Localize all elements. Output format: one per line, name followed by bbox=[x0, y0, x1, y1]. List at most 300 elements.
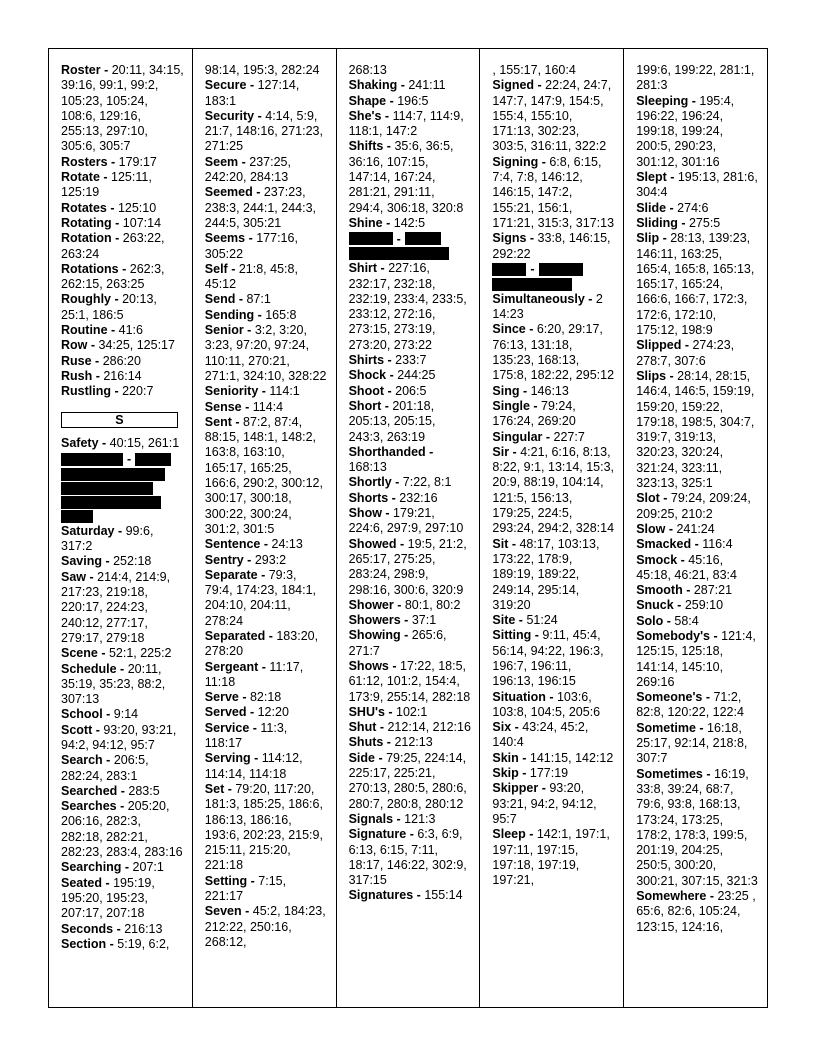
index-entry bbox=[61, 570, 184, 646]
term-separator: - bbox=[384, 704, 397, 719]
index-term: Setting bbox=[204, 873, 248, 888]
index-term: Skin bbox=[492, 750, 519, 765]
index-entry bbox=[205, 537, 328, 552]
index-entry bbox=[349, 812, 472, 827]
index-term: Set bbox=[204, 781, 225, 796]
index-entry bbox=[636, 553, 759, 584]
index-term: Signed bbox=[492, 78, 535, 93]
page-line-refs: 80:1, 80:2 bbox=[404, 597, 461, 612]
index-entry bbox=[349, 491, 472, 506]
term-separator: - bbox=[393, 597, 405, 612]
index-entry bbox=[349, 537, 472, 598]
page-line-refs: 87:1 bbox=[246, 292, 271, 307]
term-separator: - bbox=[702, 690, 714, 705]
index-term: Shoot bbox=[348, 383, 385, 398]
term-separator: - bbox=[666, 368, 678, 383]
index-entry bbox=[636, 338, 759, 369]
page-line-refs: 142:1, 197:1, 197:11, 197:15, 197:18, 197:19, 197:21, bbox=[492, 827, 610, 888]
index-term: Sit bbox=[492, 536, 509, 551]
continued-refs: 98:14, 195:3, 282:24 bbox=[204, 63, 320, 77]
index-term: Singular bbox=[492, 429, 543, 444]
term-separator: - bbox=[710, 628, 722, 643]
index-entry bbox=[205, 751, 328, 782]
page-line-refs: 3:2, 3:20, 3:23, 97:20, 97:24, 110:11, 270:21, 271:1, 324:10, 328:22 bbox=[204, 323, 327, 383]
index-term: SHU's bbox=[348, 704, 385, 719]
index-term: Somebody's bbox=[636, 628, 711, 643]
term-separator: - bbox=[241, 399, 253, 414]
index-entry bbox=[492, 231, 615, 262]
index-entry bbox=[349, 216, 472, 231]
term-separator: - bbox=[258, 659, 270, 674]
term-separator: - bbox=[531, 628, 543, 643]
index-term: Senior bbox=[204, 323, 244, 338]
index-term: She's bbox=[348, 108, 382, 123]
index-term: Seated bbox=[61, 875, 102, 890]
term-separator: - bbox=[381, 398, 393, 413]
index-entry bbox=[349, 368, 472, 383]
page-line-refs: 79:25, 224:14, 225:17, 225:21, 270:13, 280:5, 280:6, 280:7, 280:8, 280:12 bbox=[348, 750, 467, 811]
term-separator: - bbox=[406, 827, 418, 842]
page-line-refs: 114:12, 114:14, 114:18 bbox=[204, 751, 303, 781]
index-entry bbox=[492, 613, 615, 628]
index-entry bbox=[205, 568, 328, 629]
term-separator: - bbox=[515, 613, 527, 628]
term-separator: - bbox=[235, 292, 247, 307]
index-entry bbox=[636, 170, 759, 201]
redaction-block bbox=[349, 231, 472, 260]
term-separator: - bbox=[102, 875, 114, 890]
page-line-refs: 274:6 bbox=[677, 200, 709, 215]
page-line-refs: 7:22, 8:1 bbox=[402, 475, 452, 490]
index-entry bbox=[636, 583, 759, 598]
page-line-refs: 275:5 bbox=[688, 215, 721, 230]
term-separator: - bbox=[107, 323, 119, 338]
index-entry bbox=[492, 399, 615, 430]
index-entry bbox=[492, 292, 615, 323]
index-column-2 bbox=[193, 49, 337, 1007]
index-entry bbox=[205, 874, 328, 905]
index-term: Sleep bbox=[492, 827, 526, 842]
continued-refs: , 155:17, 160:4 bbox=[492, 63, 576, 77]
term-separator: - bbox=[388, 490, 400, 505]
redaction-bar bbox=[61, 468, 165, 481]
term-separator: - bbox=[584, 291, 596, 306]
page-line-refs: 35:6, 36:5, 36:16, 107:15, 147:14, 167:24, 281:21, 291:11, 294:4, 306:18, 320:8 bbox=[348, 139, 464, 215]
page-line-refs: 116:4 bbox=[702, 537, 733, 552]
term-separator: - bbox=[113, 921, 125, 936]
index-entry bbox=[636, 889, 759, 935]
index-entry bbox=[205, 231, 328, 262]
page-line-refs: 227:7 bbox=[553, 429, 585, 444]
index-entry bbox=[349, 445, 472, 476]
index-entry bbox=[205, 78, 328, 109]
term-separator: - bbox=[107, 154, 119, 169]
index-term: Shirt bbox=[348, 261, 378, 276]
term-separator: - bbox=[106, 936, 118, 951]
index-term: Rotation bbox=[61, 231, 112, 246]
term-separator: - bbox=[673, 598, 685, 613]
redaction-dash: - bbox=[396, 231, 401, 246]
index-term: Showed bbox=[348, 536, 397, 551]
index-term: Self bbox=[204, 261, 228, 276]
term-separator: - bbox=[397, 78, 409, 93]
index-entry bbox=[349, 659, 472, 705]
page-line-refs: 34:25, 125:17 bbox=[98, 338, 175, 353]
page-line-refs: 244:25 bbox=[397, 368, 436, 383]
index-term: Simultaneously bbox=[492, 291, 585, 306]
index-entry bbox=[205, 553, 328, 568]
entry-list bbox=[492, 78, 615, 262]
page-line-refs: 6:8, 6:15, 7:4, 7:8, 146:12, 146:15, 147:2, 155:21, 156:1, 171:21, 315:3, 317:13 bbox=[492, 154, 615, 230]
page-line-refs: 103:6, 103:8, 104:5, 205:6 bbox=[492, 689, 601, 719]
redaction-bar bbox=[539, 263, 583, 276]
page-line-refs: 43:24, 45:2, 140:4 bbox=[492, 720, 589, 750]
term-separator: - bbox=[511, 720, 523, 735]
term-separator: - bbox=[117, 783, 129, 798]
page-line-refs: 183:20, 278:20 bbox=[204, 628, 319, 659]
term-separator: - bbox=[688, 93, 700, 108]
term-separator: - bbox=[706, 889, 718, 904]
index-term: Single bbox=[492, 398, 530, 413]
index-term: Sergeant bbox=[204, 659, 259, 674]
index-term: Shaking bbox=[348, 78, 398, 93]
index-term: Searched bbox=[61, 783, 118, 798]
index-term: Showers bbox=[348, 613, 401, 628]
term-separator: - bbox=[666, 170, 678, 185]
page-line-refs: 99:6, 317:2 bbox=[61, 523, 154, 554]
term-separator: - bbox=[519, 383, 531, 398]
index-entry bbox=[349, 384, 472, 399]
index-term: Signs bbox=[492, 231, 527, 246]
index-term: Shorthanded bbox=[348, 444, 426, 459]
index-entry bbox=[61, 216, 184, 231]
index-column-3 bbox=[337, 49, 481, 1007]
page-line-refs: 263:22, 263:24 bbox=[61, 231, 165, 261]
page-line-refs: 107:14 bbox=[122, 215, 162, 230]
page-line-refs: 121:3 bbox=[404, 811, 436, 826]
index-entry bbox=[61, 554, 184, 569]
entry-list bbox=[205, 78, 328, 950]
index-column-1 bbox=[49, 49, 193, 1007]
index-term: Show bbox=[348, 506, 382, 521]
term-separator: - bbox=[702, 766, 714, 781]
index-term: Sometime bbox=[636, 720, 696, 735]
term-separator: - bbox=[245, 231, 257, 246]
index-entry bbox=[205, 705, 328, 720]
term-separator: - bbox=[243, 323, 255, 338]
page-line-refs: 141:15, 142:12 bbox=[529, 750, 614, 765]
term-separator: - bbox=[98, 435, 110, 450]
term-separator: - bbox=[260, 537, 272, 552]
redaction-block bbox=[492, 262, 615, 291]
index-term: Shuts bbox=[348, 735, 384, 750]
index-term: Signatures bbox=[348, 888, 414, 903]
index-entry bbox=[205, 721, 328, 752]
index-term: Someone's bbox=[636, 690, 703, 705]
page-line-refs: 177:19 bbox=[529, 766, 569, 781]
term-separator: - bbox=[231, 414, 243, 429]
term-separator: - bbox=[106, 200, 118, 215]
page-line-refs: 127:14, 183:1 bbox=[204, 78, 300, 108]
term-separator: - bbox=[384, 383, 396, 398]
page-line-refs: 214:4, 214:9, 217:23, 219:18, 220:17, 224:23, 240:12, 277:17, 279:17, 279:18 bbox=[61, 569, 171, 645]
term-separator: - bbox=[265, 628, 277, 643]
index-term: Sense bbox=[204, 399, 242, 414]
index-entry bbox=[61, 63, 184, 155]
index-term: School bbox=[61, 707, 103, 722]
page-line-refs: 2 14:23 bbox=[492, 291, 603, 322]
index-term: Routine bbox=[61, 323, 108, 338]
index-entry bbox=[205, 660, 328, 691]
index-entry bbox=[492, 537, 615, 613]
index-term: Shower bbox=[348, 597, 394, 612]
term-separator: - bbox=[386, 93, 398, 108]
index-term: Signals bbox=[348, 811, 394, 826]
term-separator: - bbox=[413, 888, 425, 903]
page-line-refs: 262:3, 262:15, 263:25 bbox=[61, 261, 165, 292]
index-term: Shock bbox=[348, 368, 387, 383]
page-line-refs: 195:4, 196:22, 196:24, 199:18, 199:24, 200:5, 290:23, 301:12, 301:16 bbox=[636, 93, 735, 169]
page-line-refs: 20:13, 25:1, 186:5 bbox=[61, 292, 157, 322]
index-entry bbox=[205, 323, 328, 384]
page-line-refs: 20:11, 34:15, 39:16, 99:1, 99:2, 105:23, 105:24, 108:6, 129:16, 255:13, 297:10, 305:6, 305:7 bbox=[61, 63, 184, 154]
index-term: Sentence bbox=[204, 537, 261, 552]
term-separator: - bbox=[396, 536, 408, 551]
page-line-refs: 205:20, 206:16, 282:3, 282:18, 282:21, 282:23, 283:4, 283:16 bbox=[61, 799, 183, 860]
term-separator: - bbox=[542, 429, 554, 444]
index-entry bbox=[349, 888, 472, 903]
term-separator: - bbox=[665, 521, 677, 536]
index-term: Rotate bbox=[61, 170, 100, 185]
index-entry bbox=[61, 707, 184, 722]
page-line-refs: 12:20 bbox=[257, 705, 289, 720]
index-entry bbox=[61, 292, 184, 323]
page-line-refs: 196:5 bbox=[397, 93, 429, 108]
index-term: Slide bbox=[636, 200, 667, 215]
term-separator: - bbox=[86, 569, 98, 584]
index-entry bbox=[61, 354, 184, 369]
term-separator: - bbox=[663, 613, 675, 628]
index-term: Seem bbox=[204, 154, 239, 169]
page-line-refs: 9:14 bbox=[113, 707, 139, 722]
entry-list bbox=[61, 524, 184, 952]
index-term: Searches bbox=[61, 799, 117, 814]
index-entry bbox=[61, 369, 184, 384]
index-term: Side bbox=[348, 750, 375, 765]
index-term: Safety bbox=[61, 435, 99, 450]
index-entry bbox=[636, 767, 759, 889]
term-separator: - bbox=[87, 338, 99, 353]
page-line-refs: 19:5, 21:2, 265:17, 275:25, 283:24, 298:9, 298:16, 300:6, 320:9 bbox=[348, 536, 467, 597]
term-separator: - bbox=[254, 307, 266, 322]
page-line-refs: 7:15, 221:17 bbox=[204, 873, 287, 904]
term-separator: - bbox=[121, 860, 133, 875]
term-separator: - bbox=[677, 215, 689, 230]
term-separator: - bbox=[383, 139, 395, 154]
redaction-bar bbox=[61, 482, 153, 495]
index-entry bbox=[205, 400, 328, 415]
page-line-refs: 79:3, 79:4, 174:23, 184:1, 204:10, 204:11, 278:24 bbox=[204, 567, 317, 628]
term-separator: - bbox=[525, 322, 537, 337]
index-term: Saw bbox=[61, 569, 87, 584]
index-term: Serving bbox=[204, 751, 251, 766]
page-line-refs: 11:17, 11:18 bbox=[204, 659, 304, 689]
index-entry bbox=[349, 109, 472, 140]
term-separator: - bbox=[114, 523, 126, 538]
index-term: Serve bbox=[204, 690, 239, 705]
page-line-refs: 155:14 bbox=[424, 888, 463, 903]
page-line-refs: 168:13 bbox=[348, 460, 387, 475]
index-term: Shorts bbox=[348, 490, 389, 505]
index-term: Rosters bbox=[61, 154, 108, 169]
page-line-refs: 142:5 bbox=[393, 215, 426, 230]
term-separator: - bbox=[400, 628, 412, 643]
page-line-refs: 237:23, 238:3, 244:1, 244:3, 244:5, 305:21 bbox=[204, 185, 317, 230]
page-line-refs: 93:20, 93:21, 94:2, 94:12, 95:7 bbox=[492, 781, 597, 826]
term-separator: - bbox=[247, 873, 259, 888]
entry-list bbox=[61, 63, 184, 400]
index-entry bbox=[636, 537, 759, 552]
page-line-refs: 241:11 bbox=[408, 78, 446, 93]
index-entry bbox=[349, 735, 472, 750]
term-separator: - bbox=[116, 661, 128, 676]
term-separator: - bbox=[241, 904, 253, 919]
index-entry bbox=[349, 94, 472, 109]
term-separator: - bbox=[102, 707, 114, 722]
term-separator: - bbox=[545, 689, 557, 704]
page-line-refs: 93:20, 93:21, 94:2, 94:12, 95:7 bbox=[61, 722, 177, 752]
term-separator: - bbox=[246, 78, 258, 93]
index-entry bbox=[349, 827, 472, 888]
page-line-refs: 206:5 bbox=[395, 383, 427, 398]
page-line-refs: 9:11, 45:4, 56:14, 94:22, 196:3, 196:7, 196:11, 196:13, 196:15 bbox=[492, 628, 604, 689]
index-entry bbox=[636, 721, 759, 767]
page-line-refs: 232:16 bbox=[399, 490, 438, 505]
term-separator: - bbox=[525, 827, 537, 842]
term-separator: - bbox=[666, 200, 678, 215]
index-entry bbox=[349, 353, 472, 368]
term-separator: - bbox=[509, 444, 521, 459]
index-entry bbox=[492, 628, 615, 689]
page-line-refs: 195:13, 281:6, 304:4 bbox=[636, 170, 758, 200]
page-line-refs: 177:16, 305:22 bbox=[204, 231, 298, 261]
page-line-refs: 207:1 bbox=[132, 860, 164, 875]
term-separator: - bbox=[92, 722, 104, 737]
index-entry bbox=[61, 937, 184, 952]
index-term: Somewhere bbox=[636, 889, 707, 904]
index-entry bbox=[636, 614, 759, 629]
term-separator: - bbox=[377, 261, 389, 276]
page-line-refs: 82:18 bbox=[249, 690, 282, 705]
entry-list bbox=[349, 78, 472, 231]
page-line-refs: 227:16, 232:17, 232:18, 232:19, 233:4, 233:5, 233:12, 272:16, 273:15, 273:19, 273:20, 273:22 bbox=[348, 261, 467, 352]
index-entry bbox=[349, 705, 472, 720]
index-entry bbox=[636, 598, 759, 613]
index-term: Skipper bbox=[492, 781, 539, 796]
index-term: Roster bbox=[61, 63, 101, 77]
term-separator: - bbox=[250, 751, 262, 766]
index-entry bbox=[492, 322, 615, 383]
index-term: Sometimes bbox=[636, 766, 703, 781]
index-term: Shirts bbox=[348, 353, 385, 368]
page-line-refs: 16:19, 33:8, 39:24, 68:7, 79:6, 93:8, 168:13, 173:24, 173:25, 178:2, 178:3, 199:5, 201:19, 204:25, 250:5, 300:20, 300:21, 307:15, 321:3 bbox=[636, 766, 758, 888]
page-line-refs: 37:1 bbox=[411, 613, 437, 628]
term-separator: - bbox=[111, 231, 123, 246]
redaction-bar bbox=[405, 232, 441, 245]
index-entry bbox=[349, 720, 472, 735]
page-line-refs: 6:20, 29:17, 76:13, 131:18, 135:23, 168:13, 175:8, 182:22, 295:12 bbox=[492, 322, 615, 383]
index-entry bbox=[61, 323, 184, 338]
index-term: Rustling bbox=[61, 384, 111, 399]
index-term: Slip bbox=[636, 231, 660, 246]
page-line-refs: 195:19, 195:20, 195:23, 207:17, 207:18 bbox=[61, 875, 155, 921]
index-term: Security bbox=[204, 108, 255, 123]
index-term: Row bbox=[61, 338, 88, 353]
index-term: Signature bbox=[348, 827, 407, 842]
index-term: Schedule bbox=[61, 661, 117, 676]
page-line-refs: 293:2 bbox=[254, 552, 287, 567]
term-separator: - bbox=[691, 537, 703, 552]
page-line-refs: 102:1 bbox=[396, 704, 428, 719]
index-entry bbox=[636, 491, 759, 522]
index-term: Sent bbox=[204, 414, 232, 429]
index-entry bbox=[205, 690, 328, 705]
index-term: Shifts bbox=[348, 139, 384, 154]
term-separator: - bbox=[391, 475, 403, 490]
index-term: Service bbox=[204, 720, 250, 735]
index-entry bbox=[349, 751, 472, 812]
index-term: Roughly bbox=[61, 292, 111, 307]
page-line-refs: 4:14, 5:9, 21:7, 148:16, 271:23, 271:25 bbox=[204, 108, 323, 154]
index-term: Search bbox=[61, 753, 103, 768]
index-term: Searching bbox=[61, 860, 122, 875]
index-term: Solo bbox=[636, 613, 664, 628]
index-term: Scene bbox=[61, 646, 98, 661]
page-line-refs: 87:2, 87:4, 88:15, 148:1, 148:2, 163:8, 163:10, 165:17, 165:25, 166:6, 290:2, 300:12, 300:17, 300:18, 300:22, 300:24, 301:2, 301:5 bbox=[204, 414, 323, 536]
index-entry bbox=[61, 799, 184, 860]
term-separator: - bbox=[258, 384, 270, 399]
index-term: Slot bbox=[636, 491, 660, 506]
index-term: Slept bbox=[636, 170, 667, 185]
term-separator: - bbox=[99, 170, 112, 185]
page-line-refs: 146:13 bbox=[530, 383, 569, 398]
index-term: Showing bbox=[348, 628, 401, 643]
term-separator: - bbox=[249, 720, 261, 735]
index-entry bbox=[492, 751, 615, 766]
index-entry bbox=[492, 78, 615, 154]
index-entry bbox=[636, 231, 759, 338]
index-entry bbox=[205, 262, 328, 293]
redaction-bar bbox=[61, 453, 123, 466]
page-line-refs: 21:8, 45:8, 45:12 bbox=[204, 261, 298, 292]
page-line-refs: 114:1 bbox=[269, 384, 300, 399]
page-line-refs: 212:14, 212:16 bbox=[387, 720, 471, 735]
page-line-refs: 23:25 , 65:6, 82:6, 105:24, 123:15, 124:16, bbox=[636, 889, 756, 934]
index-term: Ruse bbox=[61, 353, 92, 368]
page-line-refs: 252:18 bbox=[113, 554, 152, 569]
index-term: Rotating bbox=[61, 215, 112, 230]
term-separator: - bbox=[508, 536, 520, 551]
term-separator: - bbox=[238, 154, 250, 169]
page-line-refs: 206:5, 282:24, 283:1 bbox=[61, 753, 149, 783]
index-entry bbox=[636, 522, 759, 537]
index-entry bbox=[205, 384, 328, 399]
page-line-refs: 48:17, 103:13, 173:22, 178:9, 189:19, 189:22, 249:14, 295:14, 319:20 bbox=[492, 536, 600, 612]
entry-list bbox=[492, 292, 615, 889]
index-term: Rush bbox=[61, 368, 93, 383]
page-line-refs: 22:24, 24:7, 147:7, 147:9, 154:5, 155:4, 155:10, 171:13, 302:23, 303:5, 316:11, 322:2 bbox=[492, 78, 612, 154]
redaction-bar bbox=[349, 247, 449, 260]
